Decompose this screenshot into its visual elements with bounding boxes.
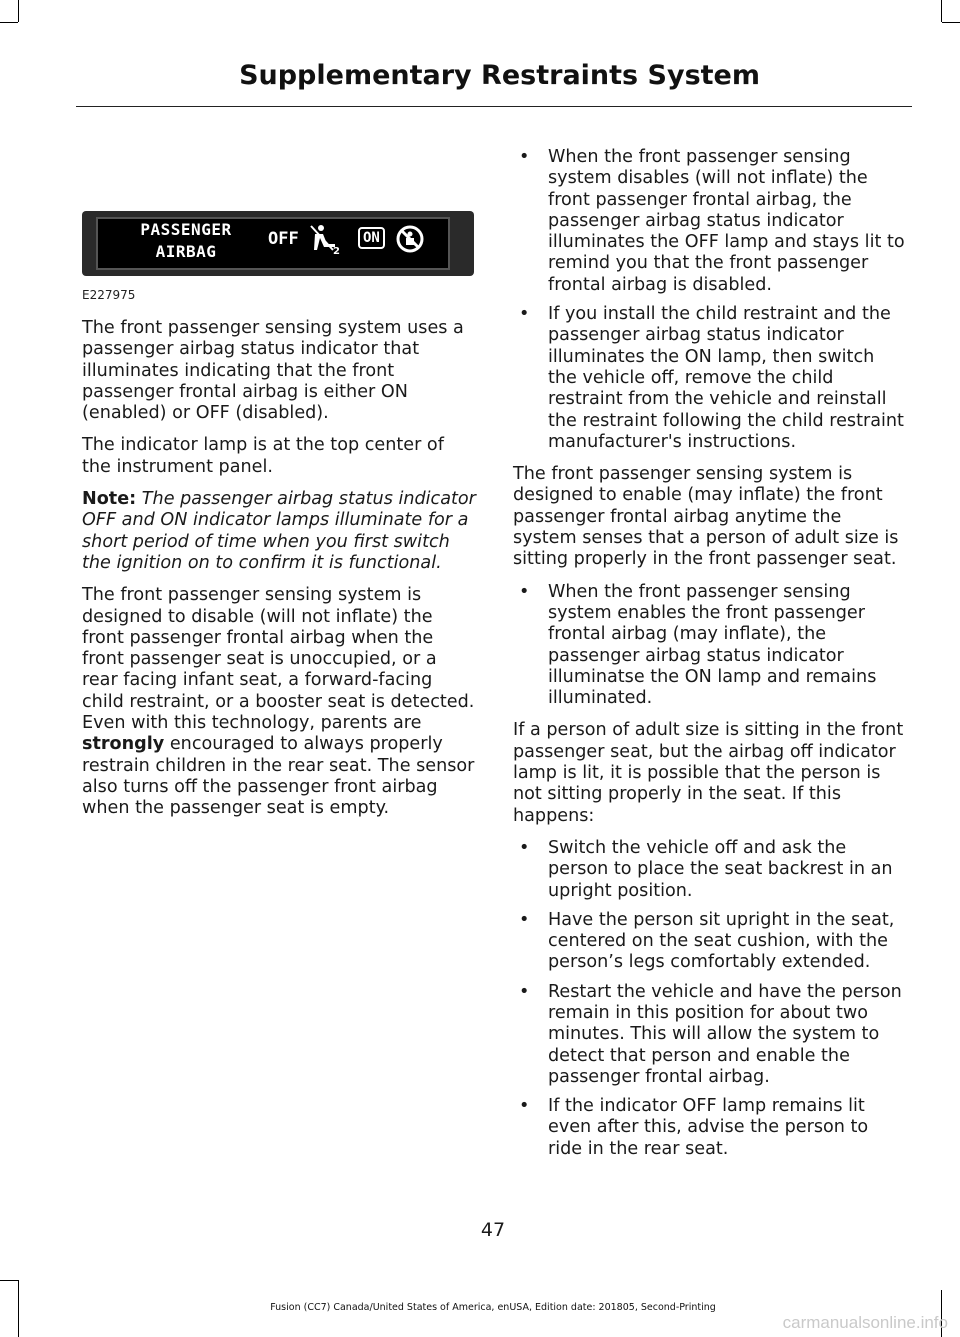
paragraph: The indicator lamp is at the top center of the instrument panel. bbox=[82, 435, 444, 477]
on-lamp-text: ON bbox=[358, 227, 385, 249]
bullet-marker: • bbox=[519, 581, 530, 602]
watermark: carmanualsonline.info bbox=[782, 1313, 948, 1332]
indicator-label: PASSENGER AIRBAG bbox=[140, 220, 232, 261]
airbag-indicator-figure bbox=[82, 211, 474, 276]
note-paragraph bbox=[82, 489, 476, 574]
bullet-marker: • bbox=[519, 304, 530, 325]
list-item: • If the indicator OFF lamp remains lit even after this, advise the person to ride in the rear seat. bbox=[519, 1096, 869, 1159]
note-label: Note: bbox=[82, 489, 137, 510]
paragraph: The front passenger sensing system is designed to disable (will not inflate) the front passenger frontal airbag when the front passenger seat is unoccupied, or a rear facing infant seat, a forward-facing child restraint, or a booster seat is detected. Even with this technology, parents are strongly encouraged to always properly restrain children in the rear seat. The sensor also turns off the passenger front airbag when the passenger seat is empty. bbox=[82, 585, 475, 819]
no-occupant-icon bbox=[396, 225, 424, 253]
page-title: Supplementary Restraints System bbox=[239, 60, 760, 91]
bullet-marker: • bbox=[519, 1096, 530, 1117]
right-column bbox=[513, 147, 907, 1171]
footer-text: Fusion (CC7) Canada/United States of America, enUSA, Edition date: 201805, Second-Printing bbox=[270, 1302, 716, 1313]
header-divider bbox=[76, 106, 912, 107]
page-number: 47 bbox=[480, 1219, 506, 1241]
bullet-list bbox=[513, 582, 907, 710]
crop-mark-top-right bbox=[941, 0, 942, 22]
left-column bbox=[82, 211, 476, 831]
list-item: • If you install the child restraint and the passenger airbag status indicator illuminates the ON lamp, then switch the vehicle off, remove the child restraint from the vehicle and reinstall the restraint following the child restraint manufacturer's instructions. bbox=[519, 304, 904, 452]
bullet-list bbox=[513, 147, 907, 453]
svg-text:2: 2 bbox=[333, 246, 340, 256]
paragraph: The front passenger sensing system uses a passenger airbag status indicator that illuminates indicating that the front passenger frontal airbag is either ON (enabled) or OFF (disabled). bbox=[82, 318, 464, 424]
list-item: • Restart the vehicle and have the person remain in this position for about two minutes. This will allow the system to detect that person and enable the passenger frontal airbag. bbox=[519, 981, 902, 1087]
off-lamp-text: OFF bbox=[268, 229, 299, 249]
bullet-marker: • bbox=[519, 147, 530, 167]
paragraph: If a person of adult size is sitting in the front passenger seat, but the airbag off indicator lamp is lit, it is possible that the person is not sitting properly in the seat. If this happens: bbox=[513, 720, 904, 826]
list-item: • Switch the vehicle off and ask the person to place the seat backrest in an upright position. bbox=[519, 837, 893, 901]
note-text: The passenger airbag status indicator OFF and ON indicator lamps illuminate for a short period of time when you first switch the ignition on to confirm it is functional. bbox=[82, 489, 476, 573]
bullet-marker: • bbox=[519, 909, 530, 930]
emphasis-text: strongly bbox=[82, 734, 165, 755]
crop-mark-top-left bbox=[18, 0, 19, 22]
bullet-marker: • bbox=[519, 837, 530, 858]
list-item: • When the front passenger sensing system disables (will not inflate) the front passenger frontal airbag, the passenger airbag status indicator illuminates the OFF lamp and stays lit to remind you that the front passenger frontal airbag is disabled. bbox=[519, 147, 905, 295]
bullet-marker: • bbox=[519, 981, 530, 1002]
crop-mark-top-left-h bbox=[0, 22, 18, 23]
list-item: • When the front passenger sensing system enables the front passenger frontal airbag (may inflate), the passenger airbag status indicator illuminatse the ON lamp and remains illuminated. bbox=[519, 581, 877, 709]
child-seat-icon bbox=[309, 222, 343, 256]
crop-mark-bottom-left-h bbox=[0, 1280, 18, 1281]
crop-mark-top-right-h bbox=[942, 22, 960, 23]
figure-code: E227975 bbox=[82, 288, 136, 302]
paragraph: The front passenger sensing system is designed to enable (may inflate) the front passenger frontal airbag anytime the system senses that a person of adult size is sitting properly in the front passenger seat. bbox=[513, 464, 899, 570]
list-item: • Have the person sit upright in the seat, centered on the seat cushion, with the person’s legs comfortably extended. bbox=[519, 909, 895, 973]
bullet-list bbox=[513, 838, 907, 1160]
